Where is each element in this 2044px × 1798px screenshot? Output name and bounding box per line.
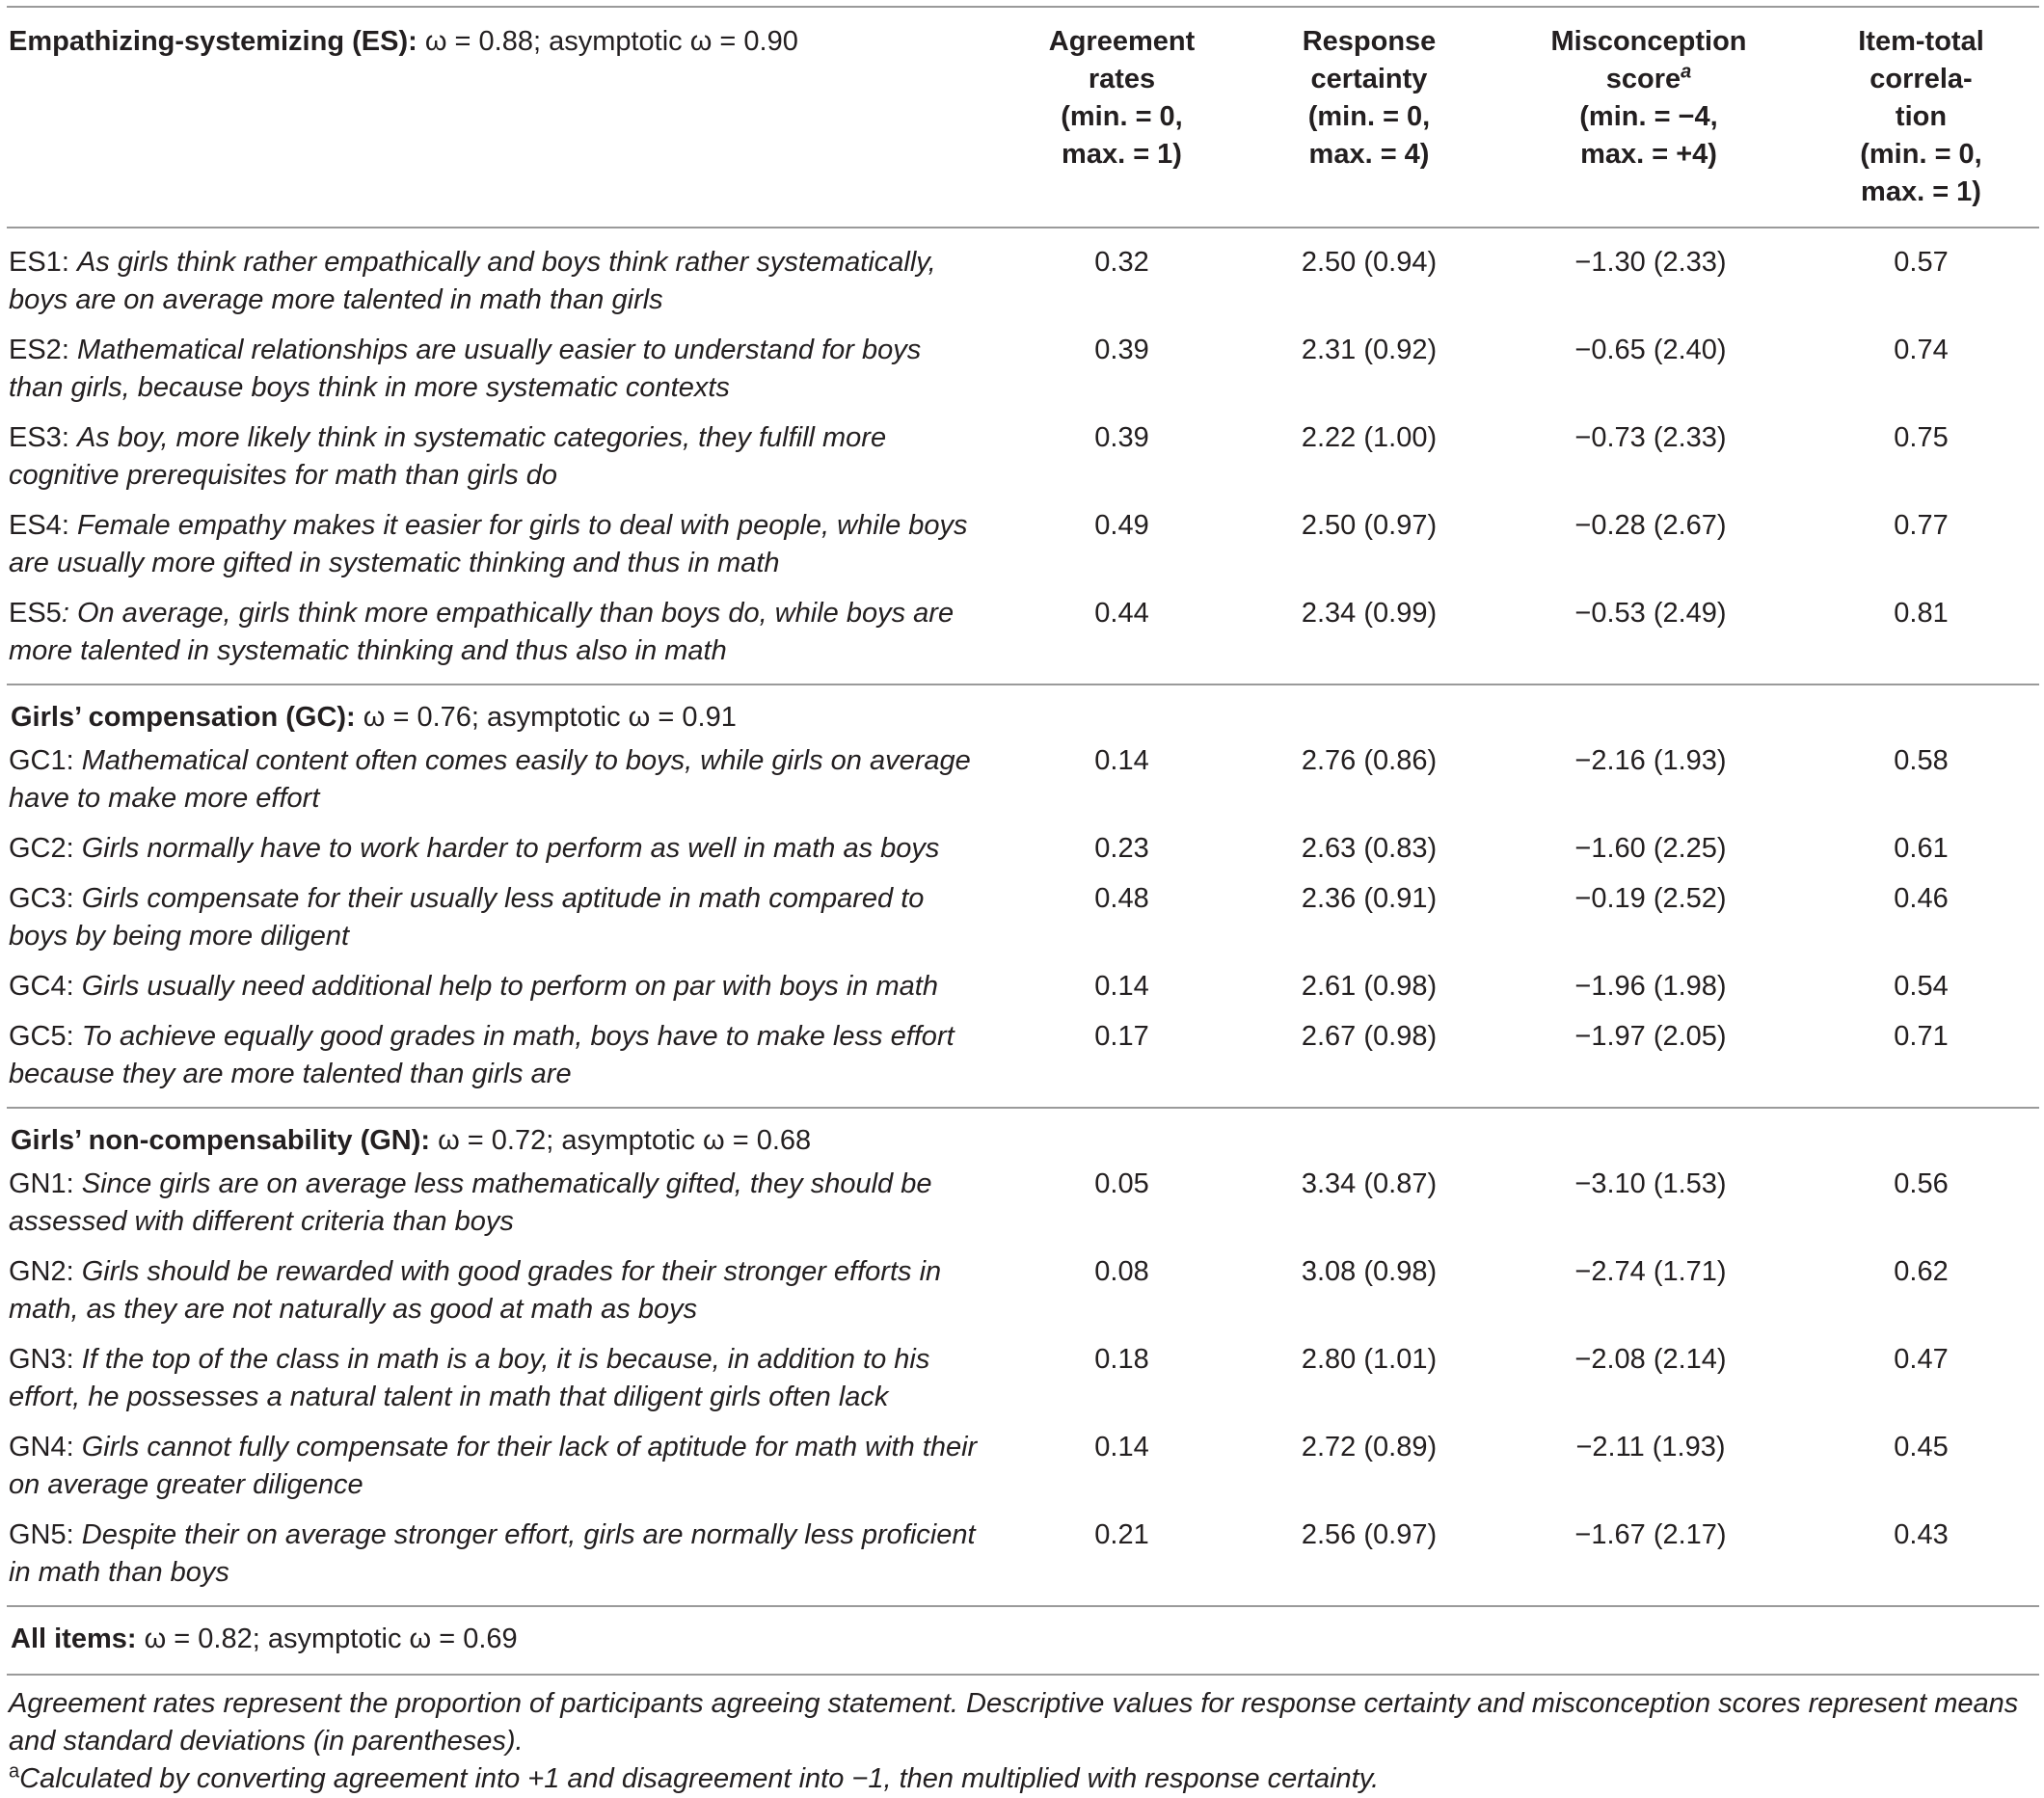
header-line: Agreement	[1048, 26, 1196, 57]
table-row	[7, 228, 2039, 326]
agreement-rate-cell: 0.08	[1094, 1256, 1149, 1287]
misconception-score-cell: −1.97 (2.05)	[1494, 1012, 1803, 1108]
item-code: GN1:	[9, 1168, 74, 1199]
item-statement-cell	[7, 1012, 1000, 1108]
misconception-score-cell: −2.16 (1.93)	[1574, 745, 1727, 776]
header-line: max. = 1)	[1861, 176, 1981, 207]
section-omega: ω = 0.76; asymptotic ω = 0.91	[363, 702, 737, 733]
item-text: Despite their on average stronger effort, girls are normally less proficient in math than boys	[9, 1519, 976, 1588]
item-total-correlation-cell: 0.47	[1894, 1344, 1949, 1375]
table-header	[7, 7, 2039, 228]
header-line: max. = +4)	[1580, 139, 1717, 170]
response-certainty-cell: 2.67 (0.98)	[1244, 1012, 1494, 1108]
item-code: ES5	[9, 598, 62, 629]
results-table	[7, 6, 2039, 1676]
section-header-cell	[7, 1108, 2039, 1160]
section-title: Girls’ compensation (GC):	[11, 702, 356, 733]
response-certainty-cell: 2.22 (1.00)	[1301, 422, 1438, 453]
item-total-correlation-cell: 0.45	[1894, 1432, 1949, 1463]
table-row	[7, 1248, 2039, 1335]
item-text: Since girls are on average less mathematically gifted, they should be assessed with different criteria than boys	[9, 1168, 932, 1237]
item-total-correlation-cell: 0.75	[1894, 422, 1949, 453]
item-code: GN5:	[9, 1519, 74, 1550]
section-title: Girls’ non-compensability (GN):	[11, 1125, 431, 1156]
header-line: tion	[1895, 101, 1948, 132]
response-certainty-cell: 2.56 (0.97)	[1244, 1511, 1494, 1606]
item-total-correlation-cell: 0.74	[1894, 335, 1949, 365]
header-line	[1498, 61, 1799, 98]
table-body	[7, 228, 2039, 1675]
header-line: rates	[1088, 64, 1156, 94]
misconception-score-cell: −1.30 (2.33)	[1574, 247, 1727, 278]
header-line: (min. = 0,	[1307, 101, 1431, 132]
footnote-a	[9, 1760, 2037, 1798]
agreement-rate-cell: 0.17	[1000, 1012, 1244, 1108]
header-line-text: score	[1605, 64, 1681, 94]
response-certainty-cell: 2.80 (1.01)	[1301, 1344, 1438, 1375]
header-line: max. = 1)	[1062, 139, 1182, 170]
header-line: correla-	[1869, 64, 1973, 94]
item-statement-cell	[7, 326, 1000, 414]
response-certainty-cell: 2.36 (0.91)	[1301, 883, 1438, 914]
item-code: GN2:	[9, 1256, 74, 1287]
item-statement-cell	[7, 1335, 1000, 1423]
all-items-row	[7, 1606, 2039, 1675]
item-statement-cell	[7, 1160, 1000, 1248]
misconception-score-cell: −1.96 (1.98)	[1574, 971, 1727, 1002]
item-text: If the top of the class in math is a boy, it is because, in addition to his effort, he possesses a natural talent in math that diligent girls often lack	[9, 1344, 930, 1412]
agreement-rate-cell: 0.18	[1094, 1344, 1149, 1375]
table-row	[7, 501, 2039, 589]
header-misconception-score	[1494, 7, 1803, 228]
table-row	[7, 1511, 2039, 1606]
results-table-container	[7, 6, 2039, 1798]
misconception-score-cell: −0.53 (2.49)	[1494, 589, 1803, 684]
all-items-omega: ω = 0.82; asymptotic ω = 0.69	[144, 1624, 518, 1654]
item-statement-cell	[7, 228, 1000, 326]
section-omega: ω = 0.72; asymptotic ω = 0.68	[438, 1125, 812, 1156]
item-code: ES4:	[9, 510, 69, 541]
misconception-score-cell: −0.19 (2.52)	[1574, 883, 1727, 914]
misconception-score-cell: −2.11 (1.93)	[1575, 1432, 1726, 1463]
item-text: Mathematical relationships are usually easier to understand for boys than girls, because boys think in more systematic contexts	[9, 335, 922, 403]
agreement-rate-cell: 0.39	[1094, 422, 1149, 453]
item-text: Girls normally have to work harder to perform as well in math as boys	[81, 833, 940, 864]
item-total-correlation-cell: 0.81	[1803, 589, 2039, 684]
table-row	[7, 326, 2039, 414]
item-total-correlation-cell: 0.62	[1894, 1256, 1949, 1287]
footnote-mark: a	[9, 1760, 20, 1783]
item-code: GC5:	[9, 1021, 74, 1052]
item-statement-cell	[7, 824, 1000, 874]
header-line: Item-total	[1858, 26, 1984, 57]
header-response-certainty	[1244, 7, 1494, 228]
agreement-rate-cell: 0.48	[1094, 883, 1149, 914]
response-certainty-cell: 3.34 (0.87)	[1301, 1168, 1438, 1199]
misconception-score-cell: −2.08 (2.14)	[1574, 1344, 1727, 1375]
header-scale-es	[7, 7, 1000, 228]
header-agreement-rates	[1000, 7, 1244, 228]
misconception-score-cell: −0.28 (2.67)	[1574, 510, 1727, 541]
table-row	[7, 737, 2039, 824]
item-code: GC2:	[9, 833, 74, 864]
misconception-score-cell: −2.74 (1.71)	[1574, 1256, 1727, 1287]
response-certainty-cell: 2.63 (0.83)	[1301, 833, 1438, 864]
header-line: Misconception	[1550, 26, 1747, 57]
response-certainty-cell: 2.50 (0.97)	[1301, 510, 1438, 541]
item-total-correlation-cell: 0.56	[1894, 1168, 1949, 1199]
table-note: Agreement rates represent the proportion of participants agreeing statement. Descriptive values for response certainty and misconception scores represent means and standard deviations (in parentheses).	[9, 1688, 2019, 1757]
header-line: (min. = 0,	[1061, 101, 1183, 132]
misconception-score-cell: −1.67 (2.17)	[1494, 1511, 1803, 1606]
item-statement-cell	[7, 1511, 1000, 1606]
item-total-correlation-cell: 0.46	[1894, 883, 1949, 914]
item-text: : On average, girls think more empathically than boys do, while boys are more talented in systematic thinking and thus also in math	[9, 598, 955, 666]
item-total-correlation-cell: 0.54	[1894, 971, 1949, 1002]
agreement-rate-cell: 0.14	[1094, 971, 1149, 1002]
all-items-cell	[7, 1606, 2039, 1675]
response-certainty-cell: 2.72 (0.89)	[1301, 1432, 1438, 1463]
item-total-correlation-cell: 0.71	[1803, 1012, 2039, 1108]
misconception-score-cell: −1.60 (2.25)	[1574, 833, 1727, 864]
agreement-rate-cell: 0.14	[1094, 745, 1149, 776]
item-total-correlation-cell: 0.61	[1894, 833, 1949, 864]
agreement-rate-cell: 0.21	[1000, 1511, 1244, 1606]
section-header-cell	[7, 684, 2039, 737]
section-header-row	[7, 1108, 2039, 1160]
misconception-score-cell: −0.73 (2.33)	[1574, 422, 1727, 453]
header-line: (min. = −4,	[1579, 101, 1718, 132]
item-code: ES1:	[9, 247, 69, 278]
item-code: GC4:	[9, 971, 74, 1002]
header-line: max. = 4)	[1308, 139, 1430, 170]
response-certainty-cell: 2.76 (0.86)	[1301, 745, 1438, 776]
agreement-rate-cell: 0.05	[1094, 1168, 1149, 1199]
agreement-rate-cell: 0.44	[1000, 589, 1244, 684]
item-code: ES3:	[9, 422, 69, 453]
table-row	[7, 962, 2039, 1012]
item-statement-cell	[7, 1423, 1000, 1511]
header-line: (min. = 0,	[1860, 139, 1982, 170]
item-text: Girls should be rewarded with good grades for their stronger efforts in math, as they are not naturally as good at math as boys	[9, 1256, 942, 1325]
item-statement-cell	[7, 1248, 1000, 1335]
table-row	[7, 589, 2039, 684]
misconception-score-cell: −0.65 (2.40)	[1574, 335, 1727, 365]
item-statement-cell	[7, 962, 1000, 1012]
table-row	[7, 1160, 2039, 1248]
table-row	[7, 1423, 2039, 1511]
agreement-rate-cell: 0.23	[1094, 833, 1149, 864]
item-total-correlation-cell: 0.43	[1803, 1511, 2039, 1606]
item-statement-cell	[7, 589, 1000, 684]
response-certainty-cell: 3.08 (0.98)	[1301, 1256, 1438, 1287]
item-code: GC1:	[9, 745, 74, 776]
table-footnotes	[7, 1676, 2039, 1798]
agreement-rate-cell: 0.14	[1094, 1432, 1149, 1463]
item-code: GN3:	[9, 1344, 74, 1375]
item-text: As boy, more likely think in systematic categories, they fulfill more cognitive prerequisites for math than girls do	[9, 422, 887, 491]
item-statement-cell	[7, 414, 1000, 501]
item-code: GN4:	[9, 1432, 74, 1463]
item-code: ES2:	[9, 335, 69, 365]
item-total-correlation-cell: 0.58	[1894, 745, 1949, 776]
item-statement-cell	[7, 501, 1000, 589]
section-title-es: Empathizing-systemizing (ES):	[9, 26, 417, 57]
item-code: GC3:	[9, 883, 74, 914]
misconception-score-cell: −3.10 (1.53)	[1574, 1168, 1727, 1199]
response-certainty-cell: 2.31 (0.92)	[1301, 335, 1438, 365]
table-row	[7, 1012, 2039, 1108]
footnote-mark: a	[1681, 61, 1692, 83]
item-text: Female empathy makes it easier for girls to deal with people, while boys are usually more gifted in systematic thinking and thus in math	[9, 510, 968, 578]
response-certainty-cell: 2.50 (0.94)	[1301, 247, 1438, 278]
agreement-rate-cell: 0.49	[1094, 510, 1149, 541]
all-items-label: All items:	[11, 1624, 137, 1654]
table-row	[7, 874, 2039, 962]
item-statement-cell	[7, 874, 1000, 962]
agreement-rate-cell: 0.39	[1094, 335, 1149, 365]
response-certainty-cell: 2.34 (0.99)	[1244, 589, 1494, 684]
section-header-row	[7, 684, 2039, 737]
item-text: Girls cannot fully compensate for their lack of aptitude for math with their on average greater diligence	[9, 1432, 978, 1500]
header-line: certainty	[1310, 64, 1428, 94]
item-text: Mathematical content often comes easily to boys, while girls on average have to make more effort	[9, 745, 971, 814]
footnote-a-text: Calculated by converting agreement into +1 and disagreement into −1, then multiplied with response certainty.	[19, 1763, 1380, 1794]
table-row	[7, 1335, 2039, 1423]
agreement-rate-cell: 0.32	[1094, 247, 1149, 278]
item-statement-cell	[7, 737, 1000, 824]
header-line: Response	[1302, 26, 1437, 57]
section-omega-es: ω = 0.88; asymptotic ω = 0.90	[424, 26, 798, 57]
item-total-correlation-cell: 0.57	[1894, 247, 1949, 278]
item-text: Girls usually need additional help to perform on par with boys in math	[81, 971, 938, 1002]
item-text: Girls compensate for their usually less aptitude in math compared to boys by being more diligent	[9, 883, 925, 952]
item-text: To achieve equally good grades in math, boys have to make less effort because they are more talented than girls are	[9, 1021, 955, 1089]
response-certainty-cell: 2.61 (0.98)	[1301, 971, 1438, 1002]
item-total-correlation-cell: 0.77	[1894, 510, 1949, 541]
table-row	[7, 824, 2039, 874]
item-text: As girls think rather empathically and boys think rather systematically, boys are on average more talented in math than girls	[9, 247, 936, 315]
header-item-total-correlation	[1803, 7, 2039, 228]
table-row	[7, 414, 2039, 501]
